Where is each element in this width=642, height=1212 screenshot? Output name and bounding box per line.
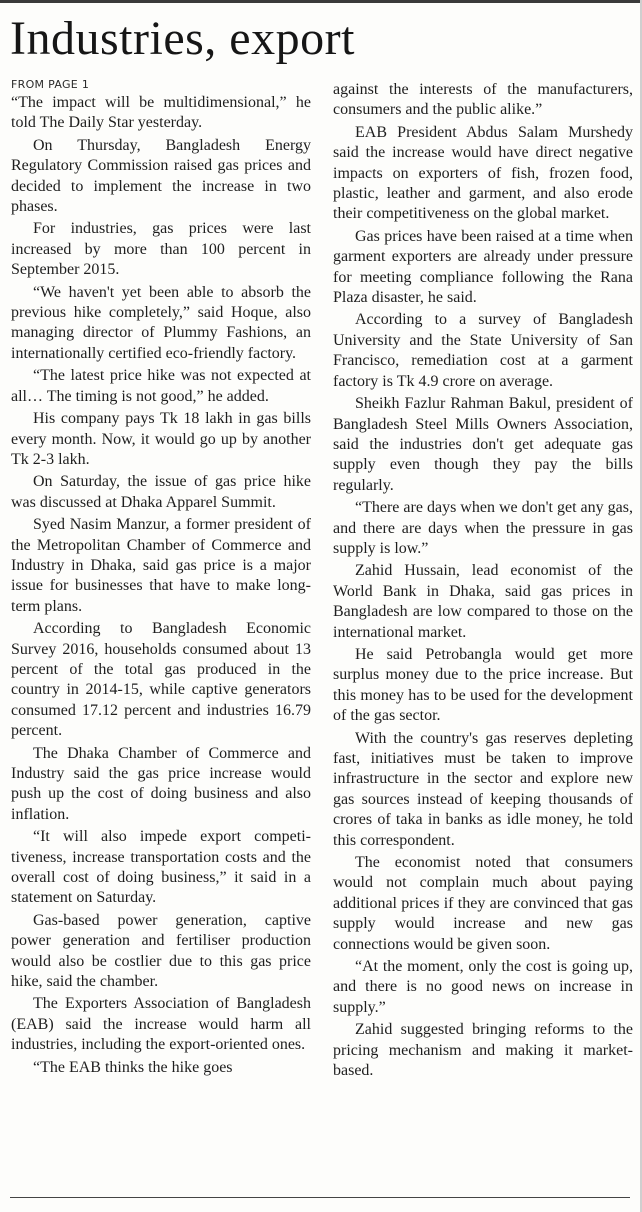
- paragraph: Sheikh Fazlur Rahman Bakul, president of Bangladesh Steel Mills Owners Association, said the industries don't get adequate gas supply even though they pay the bills regularly.: [333, 395, 633, 494]
- paragraph: The Dhaka Chamber of Commerce and Industry said the gas price increase would push up the cost of doing business and also inflation.: [11, 744, 311, 823]
- paragraph: His company pays Tk 18 lakh in gas bills every month. Now, it would go up by another Tk 2-3 lakh.: [11, 410, 311, 468]
- paragraph: “The latest price hike was not expected at all… The timing is not good,” he added.: [11, 367, 311, 405]
- paragraph: Gas prices have been raised at a time when garment exporters are already under pressure for meeting compliance following the Rana Plaza disaster, he said.: [333, 227, 633, 307]
- jump-line: FROM PAGE 1: [11, 78, 90, 91]
- paragraph: “The EAB thinks the hike goes: [33, 1058, 233, 1076]
- top-rule: [0, 0, 642, 3]
- paragraph: On Saturday, the issue of gas price hike was discussed at Dhaka Apparel Summit.: [11, 473, 311, 511]
- paragraph: Syed Nasim Manzur, a former president of the Metropolitan Chamber of Commerce and Industry in Dhaka, said gas price is a major issue for businesses that have to make long-term plans.: [11, 516, 311, 615]
- paragraph: For industries, gas prices were last increased by more than 100 percent in September 2015.: [11, 220, 311, 279]
- bottom-rule: [10, 1197, 630, 1198]
- paragraph: Zahid suggested bringing reforms to the pricing mechanism and making it market-based.: [333, 1021, 633, 1080]
- paragraph: “The impact will be multidimensional,” he told The Daily Star yesterday.: [11, 94, 311, 132]
- paragraph: EAB President Abdus Salam Murshedy said the increase would have direct negative impacts on exporters of fish, frozen food, plastic, leather and garment, and also erode their competitiveness on the global market.: [333, 123, 633, 223]
- paragraph: According to a survey of Bangladesh University and the State University of San Francisco, remediation cost at a garment factory is Tk 4.9 crore on average.: [333, 311, 633, 390]
- article-column-left: [11, 78, 311, 1080]
- paragraph: “We haven't yet been able to absorb the previous hike completely,” said Hoque, also managing director of Plummy Fashions, an internationally certified eco-friendly factory.: [11, 283, 311, 362]
- paragraph: Gas-based power generation, captive power generation and fertiliser production would also be costlier due to this gas price hike, said the chamber.: [11, 911, 311, 991]
- paragraph: On Thursday, Bangladesh Energy Regulatory Commission raised gas prices and decided to implement the increase in two phases.: [11, 136, 311, 216]
- article-column-right: [333, 80, 633, 1084]
- paragraph: The economist noted that consumers would not complain much about paying additional prices if they are convinced that gas supply would increase and new gas connections would be given soon.: [333, 854, 633, 953]
- paragraph: “There are days when we don't get any gas, and there are days when the pressure in gas supply is low.”: [333, 499, 633, 557]
- paragraph: against the interests of the manufacturers, consumers and the public alike.”: [333, 81, 633, 119]
- paragraph: He said Petrobangla would get more surplus money due to the price increase. But this money has to be used for the development of the gas sector.: [333, 645, 633, 725]
- paragraph: “At the moment, only the cost is going up, and there is no good news on increase in supply.”: [333, 958, 633, 1016]
- paragraph: With the country's gas reserves depleting fast, initiatives must be taken to improve infrastructure in the sector and explore new gas sources instead of keeping thousands of crores of taka in banks as idle money, he told this correspondent.: [333, 729, 633, 849]
- paragraph: “It will also impede export competitiveness, increase transportation costs and the overall cost of doing business,” it said in a statement on Saturday.: [11, 828, 311, 907]
- headline: Industries, export: [10, 12, 355, 65]
- paragraph: According to Bangladesh Economic Survey 2016, households consumed about 13 percent of the total gas produced in the country in 2014-15, while captive generators consumed 17.12 percent and industries 16.79 percent.: [11, 620, 311, 740]
- paragraph: Zahid Hussain, lead economist of the World Bank in Dhaka, said gas prices in Bangladesh are low compared to those on the international market.: [333, 562, 633, 641]
- paragraph: The Exporters Association of Bangladesh (EAB) said the increase would harm all industries, including the export-oriented ones.: [11, 995, 311, 1054]
